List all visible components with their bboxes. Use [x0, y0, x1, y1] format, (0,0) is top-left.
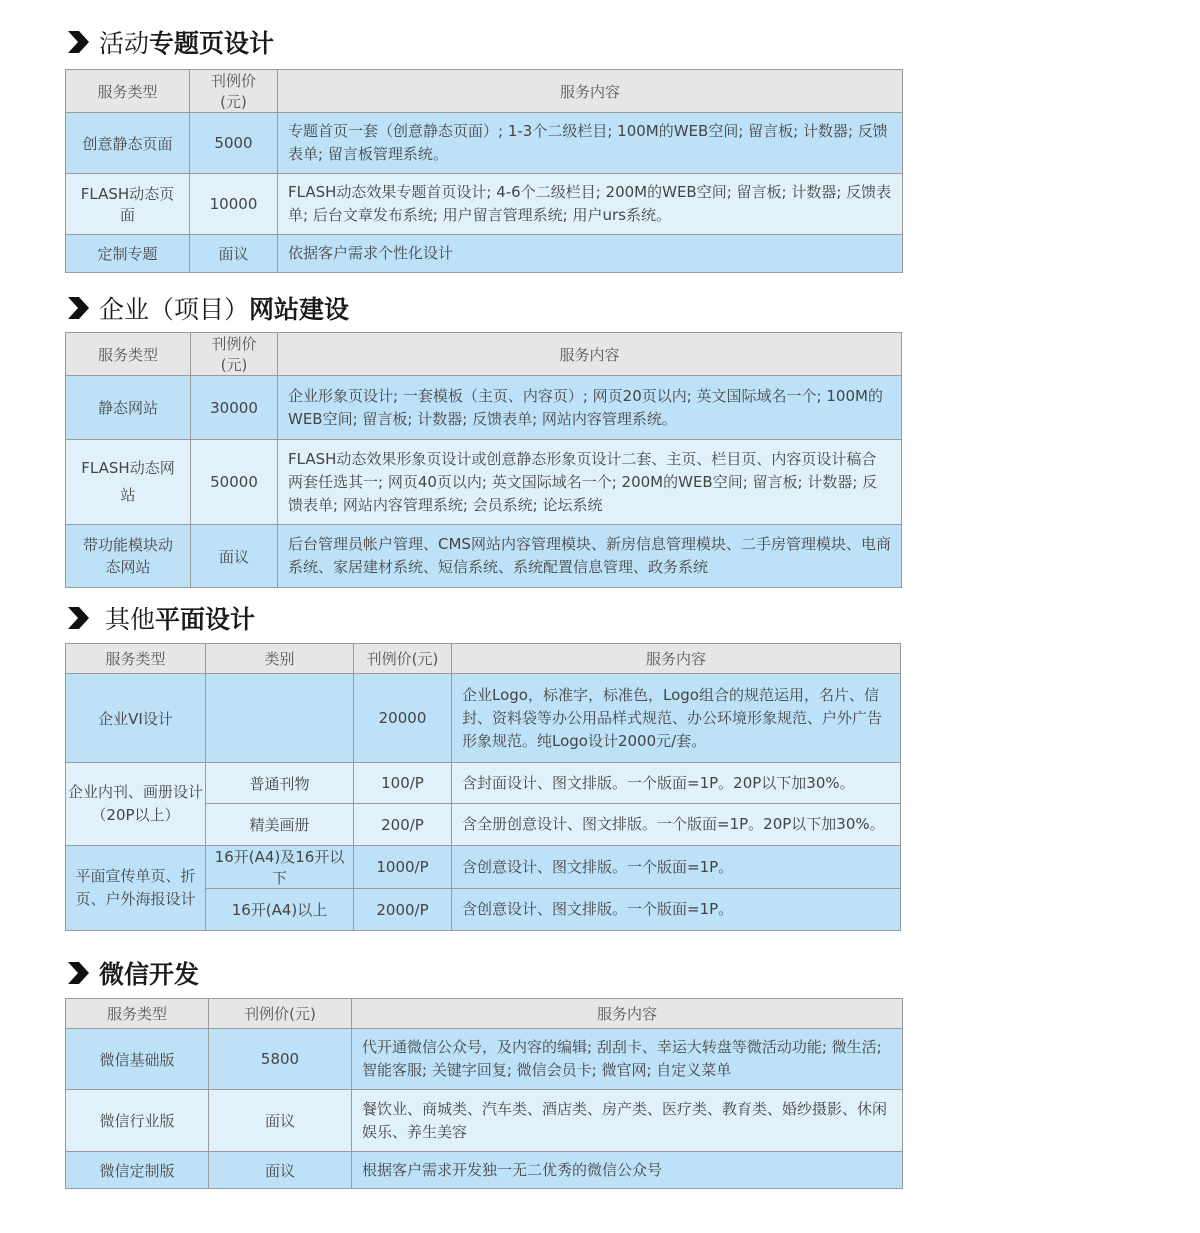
- header-cell: 服务内容: [278, 70, 903, 113]
- table-header-row: [66, 999, 903, 1029]
- chevron-right-icon: [65, 29, 91, 55]
- website-table: [65, 332, 902, 588]
- service-type: FLASH动态网站: [66, 440, 191, 525]
- table-row: [66, 113, 903, 174]
- price: 面议: [209, 1152, 352, 1189]
- table-row: [66, 1029, 903, 1090]
- service-content: 含全册创意设计、图文排版。一个版面=1P。20P以下加30%。: [452, 804, 901, 846]
- service-content: 餐饮业、商城类、汽车类、酒店类、房产类、医疗类、教育类、婚纱摄影、休闲娱乐、养生美容: [352, 1090, 903, 1152]
- service-content: 代开通微信公众号，及内容的编辑; 刮刮卡、幸运大转盘等微活动功能; 微生活; 智能客服; 关键字回复; 微信会员卡; 微官网; 自定义菜单: [352, 1029, 903, 1090]
- price: 5800: [209, 1029, 352, 1090]
- category: 16开(A4)以上: [206, 889, 354, 931]
- service-type: 带功能模块动态网站: [66, 525, 191, 588]
- header-cell: 服务类型: [66, 333, 191, 376]
- category: 精美画册: [206, 804, 354, 846]
- price: 200/P: [354, 804, 452, 846]
- service-content: 根据客户需求开发独一无二优秀的微信公众号: [352, 1152, 903, 1189]
- section-heading-website: [65, 288, 349, 328]
- table-row: [66, 763, 901, 804]
- table-row: [66, 1152, 903, 1189]
- table-header-row: [66, 644, 901, 674]
- section-heading-wechat: [65, 953, 199, 993]
- service-content: 含创意设计、图文排版。一个版面=1P。: [452, 889, 901, 931]
- table-row: [66, 1090, 903, 1152]
- price: 10000: [190, 174, 278, 235]
- header-cell: 服务类型: [66, 644, 206, 674]
- header-cell: 服务内容: [352, 999, 903, 1029]
- table-header-row: [66, 333, 902, 376]
- category: [206, 674, 354, 763]
- table-row: [66, 174, 903, 235]
- price: 1000/P: [354, 846, 452, 889]
- table-header-row: [66, 70, 903, 113]
- service-type: 平面宣传单页、折页、户外海报设计: [66, 846, 206, 931]
- price: 2000/P: [354, 889, 452, 931]
- header-cell: 刊例价(元): [354, 644, 452, 674]
- table-row: [66, 846, 901, 889]
- heading-text-bold: 平面设计: [155, 605, 256, 634]
- service-content: 含创意设计、图文排版。一个版面=1P。: [452, 846, 901, 889]
- price: 50000: [191, 440, 278, 525]
- graphic-design-table: [65, 643, 901, 931]
- chevron-right-icon: [65, 960, 91, 986]
- price: 面议: [209, 1090, 352, 1152]
- service-type: 创意静态页面: [66, 113, 190, 174]
- activity-page-table: [65, 69, 903, 273]
- service-type: 企业内刊、画册设计（20P以上）: [66, 763, 206, 846]
- table-row: [66, 674, 901, 763]
- service-type: FLASH动态页面: [66, 174, 190, 235]
- header-cell: 类别: [206, 644, 354, 674]
- table-row: [66, 376, 902, 440]
- heading-text-bold: 网站建设: [249, 295, 350, 324]
- header-cell: 服务内容: [452, 644, 901, 674]
- heading-text-normal: 其他: [105, 605, 156, 634]
- header-cell: 服务内容: [278, 333, 902, 376]
- service-type: 静态网站: [66, 376, 191, 440]
- header-cell: 刊例价(元): [190, 70, 278, 113]
- service-content: 后台管理员帐户管理、CMS网站内容管理模块、新房信息管理模块、二手房管理模块、电商系统、家居建材系统、短信系统、系统配置信息管理、政务系统: [278, 525, 902, 588]
- service-content: FLASH动态效果专题首页设计; 4-6个二级栏目; 200M的WEB空间; 留言板; 计数器; 反馈表单; 后台文章发布系统; 用户留言管理系统; 用户urs系统。: [278, 174, 903, 235]
- service-content: 专题首页一套（创意静态页面）; 1-3个二级栏目; 100M的WEB空间; 留言板; 计数器; 反馈表单; 留言板管理系统。: [278, 113, 903, 174]
- service-content: 企业Logo，标准字，标准色，Logo组合的规范运用，名片、信封、资料袋等办公用品样式规范、办公环境形象规范、户外广告形象规范。纯Logo设计2000元/套。: [452, 674, 901, 763]
- category: 普通刊物: [206, 763, 354, 804]
- header-cell: 服务类型: [66, 999, 209, 1029]
- price: 面议: [190, 235, 278, 273]
- heading-text-bold: 微信开发: [99, 960, 200, 989]
- table-row: [66, 440, 902, 525]
- heading-text-normal: 企业（项目）: [99, 295, 250, 324]
- service-type: 定制专题: [66, 235, 190, 273]
- service-content: FLASH动态效果形象页设计或创意静态形象页设计二套、主页、栏目页、内容页设计稿合两套任选其一; 网页40页以内; 英文国际域名一个; 200M的WEB空间; 留言板; 计数器; 反馈表单; 网站内容管理系统; 会员系统; 论坛系统: [278, 440, 902, 525]
- category: 16开(A4)及16开以下: [206, 846, 354, 889]
- price: 100/P: [354, 763, 452, 804]
- service-type: 企业VI设计: [66, 674, 206, 763]
- price: 面议: [191, 525, 278, 588]
- service-type: 微信行业版: [66, 1090, 209, 1152]
- table-row: [66, 235, 903, 273]
- header-cell: 服务类型: [66, 70, 190, 113]
- chevron-right-icon: [65, 605, 91, 631]
- price: 30000: [191, 376, 278, 440]
- service-content: 依据客户需求个性化设计: [278, 235, 903, 273]
- header-cell: 刊例价(元): [191, 333, 278, 376]
- heading-text-bold: 专题页设计: [149, 29, 275, 58]
- service-content: 企业形象页设计; 一套模板（主页、内容页）; 网页20页以内; 英文国际域名一个; 100M的WEB空间; 留言板; 计数器; 反馈表单; 网站内容管理系统。: [278, 376, 902, 440]
- price: 5000: [190, 113, 278, 174]
- service-type: 微信定制版: [66, 1152, 209, 1189]
- heading-text-normal: 活动: [99, 29, 150, 58]
- header-cell: 刊例价(元): [209, 999, 352, 1029]
- price: 20000: [354, 674, 452, 763]
- wechat-table: [65, 998, 903, 1189]
- chevron-right-icon: [65, 295, 91, 321]
- service-type: 微信基础版: [66, 1029, 209, 1090]
- section-heading-activity: [65, 22, 274, 62]
- section-heading-graphic: [65, 598, 255, 638]
- service-content: 含封面设计、图文排版。一个版面=1P。20P以下加30%。: [452, 763, 901, 804]
- table-row: [66, 525, 902, 588]
